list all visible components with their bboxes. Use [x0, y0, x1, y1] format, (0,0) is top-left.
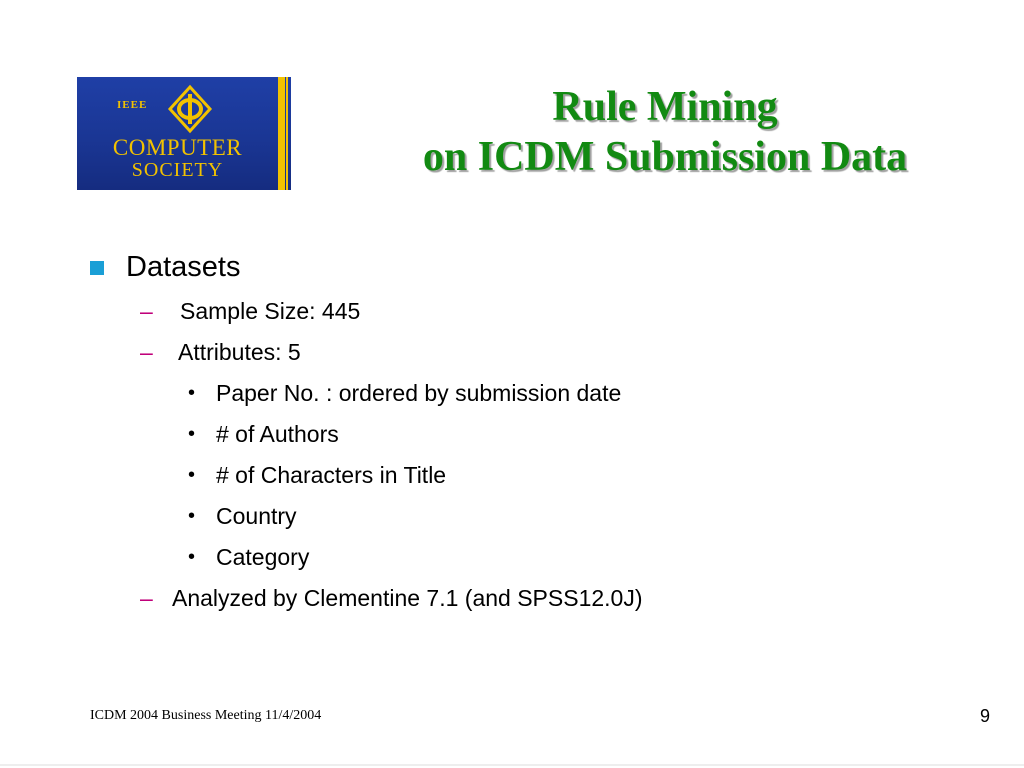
page-number: 9	[979, 706, 990, 726]
footer-text: ICDM 2004 Business Meeting 11/4/2004	[90, 708, 322, 723]
square-bullet-icon	[90, 261, 104, 275]
dash-bullet-icon: –	[140, 298, 153, 324]
attribute-item: # of Characters in Title	[216, 462, 447, 488]
slide-title-line1: Rule Mining	[552, 84, 778, 130]
attribute-item: Paper No. : ordered by submission date	[216, 380, 622, 406]
bottom-divider	[0, 764, 1024, 766]
dash-bullet-icon: –	[140, 585, 153, 611]
dash-bullet-icon: –	[140, 339, 153, 365]
dot-bullet-icon: •	[188, 505, 196, 527]
attribute-item: # of Authors	[216, 421, 339, 447]
heading-datasets: Datasets	[126, 251, 241, 283]
dot-bullet-icon: •	[188, 464, 196, 486]
attribute-item: Country	[216, 503, 297, 529]
dot-bullet-icon: •	[188, 546, 196, 568]
logo-ieee-text: IEEE	[117, 99, 148, 111]
logo-line2: SOCIETY	[131, 159, 224, 181]
slide-title-line2: on ICDM Submission Data	[422, 134, 908, 180]
attribute-item: Category	[216, 544, 310, 570]
item-analyzed-by: Analyzed by Clementine 7.1 (and SPSS12.0J)	[172, 585, 643, 611]
item-attributes: Attributes: 5	[178, 339, 301, 365]
dot-bullet-icon: •	[188, 423, 196, 445]
dot-bullet-icon: •	[188, 382, 196, 404]
logo-line1: COMPUTER	[112, 135, 243, 160]
item-sample-size: Sample Size: 445	[180, 298, 361, 324]
